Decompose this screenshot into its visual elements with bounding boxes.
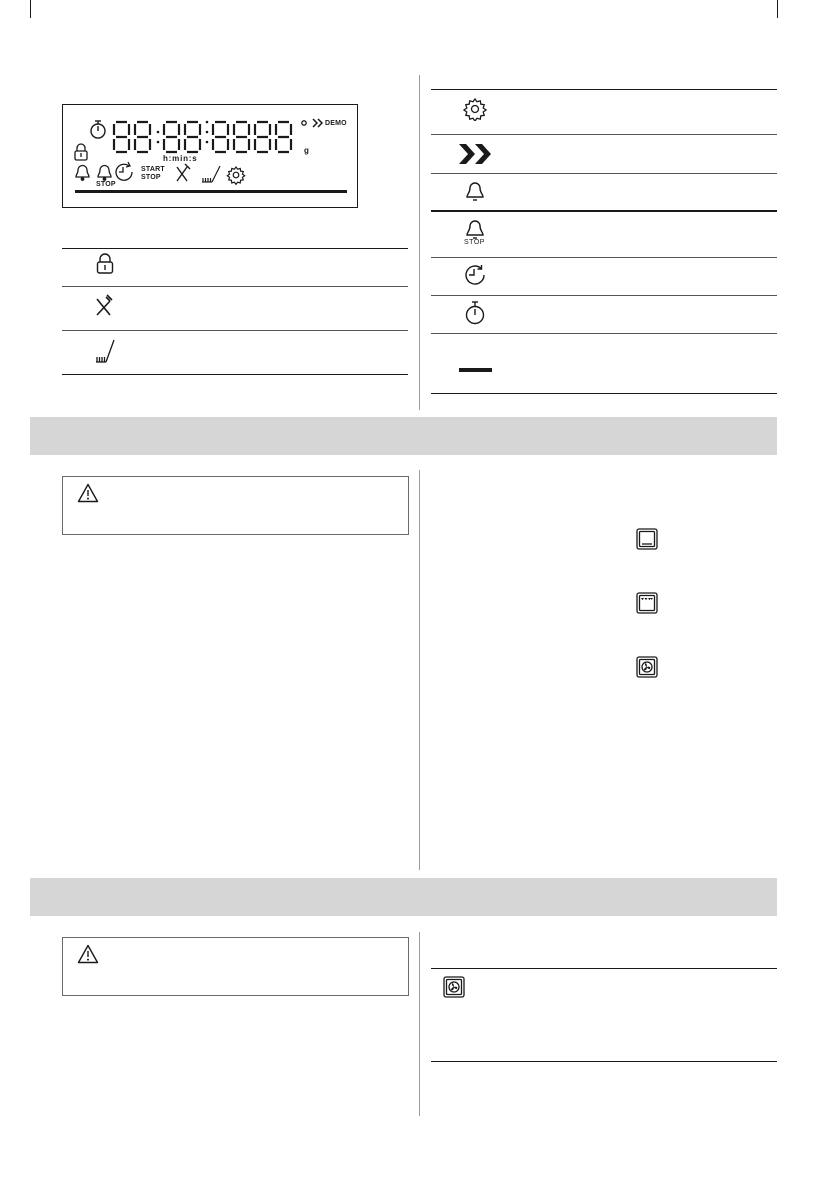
warning-box: [62, 937, 409, 996]
bell-icon: [465, 179, 485, 203]
right-table-rule: [431, 257, 777, 258]
display-panel: [62, 104, 358, 208]
progress-bar-indicator: [75, 190, 347, 193]
left-table-rule: [62, 330, 408, 331]
left-table-rule-bottom: [62, 374, 408, 375]
right-table-rule: [431, 333, 777, 334]
bottom-table-rule-bottom: [431, 1061, 777, 1062]
units-label: h:min:s: [163, 154, 198, 163]
segment-digit: [185, 122, 200, 152]
segment-digits: [114, 122, 291, 152]
display-drawing: [62, 104, 358, 208]
segment-digit: [213, 122, 228, 152]
crop-mark-left: [30, 0, 31, 18]
demo-label: DEMO: [325, 120, 347, 127]
start-label: START: [141, 166, 165, 173]
left-table-rule: [62, 286, 408, 287]
bell-stop-icon: [463, 218, 487, 240]
right-table-rule: [431, 173, 777, 174]
double-chevron-icon: [313, 119, 322, 127]
oven-top-heat-icon: [636, 592, 658, 614]
bell-icon: [76, 166, 89, 181]
column-divider-top: [419, 75, 420, 410]
right-table-rule: [431, 295, 777, 296]
warning-box: [62, 476, 409, 535]
brush-cleaning-icon: [95, 336, 115, 364]
segment-digit: [255, 122, 270, 152]
stopwatch-icon: [464, 300, 486, 326]
lock-icon: [96, 253, 114, 275]
oven-plain-icon: [636, 528, 658, 550]
double-chevron-icon: [458, 142, 494, 166]
gear-icon: [463, 97, 487, 121]
bell-stop-label: STOP: [464, 239, 485, 246]
bar-indicator-icon: [459, 368, 492, 373]
segment-digit: [135, 122, 150, 152]
brush-cleaning-icon: [202, 166, 220, 182]
clock-start-icon: [116, 162, 132, 180]
bottom-table-rule-top: [431, 968, 777, 969]
right-table-rule-top: [431, 89, 777, 90]
warning-triangle-icon: [77, 483, 99, 503]
column-divider-middle: [419, 470, 420, 870]
segment-digit: [114, 122, 129, 152]
segment-digit: [276, 122, 291, 152]
oven-fan-icon: [636, 656, 658, 678]
bell-stop-icon: [98, 166, 111, 181]
lock-icon: [75, 144, 87, 160]
column-divider-bottom: [419, 932, 420, 1116]
oven-fan-icon: [443, 976, 465, 998]
crop-mark-right: [777, 0, 778, 18]
bell-stop-label: STOP: [96, 181, 116, 188]
segment-digit: [234, 122, 249, 152]
section-heading-band: [30, 878, 777, 916]
clock-start-icon: [463, 263, 487, 287]
stopwatch-icon: [91, 121, 105, 138]
warning-triangle-icon: [77, 944, 99, 964]
fork-knife-icon: [177, 164, 190, 181]
right-table-rule-bottom: [431, 393, 777, 394]
segment-digit: [164, 122, 179, 152]
degree-marker-icon: [302, 121, 306, 125]
right-table-rule: [431, 210, 777, 212]
gear-icon: [227, 167, 244, 184]
fork-knife-icon: [94, 294, 114, 316]
section-heading-band: [30, 417, 777, 455]
gram-label: g: [304, 146, 310, 155]
right-table-rule: [431, 134, 777, 135]
left-table-rule-top: [62, 248, 408, 249]
stop-label: STOP: [141, 174, 161, 181]
